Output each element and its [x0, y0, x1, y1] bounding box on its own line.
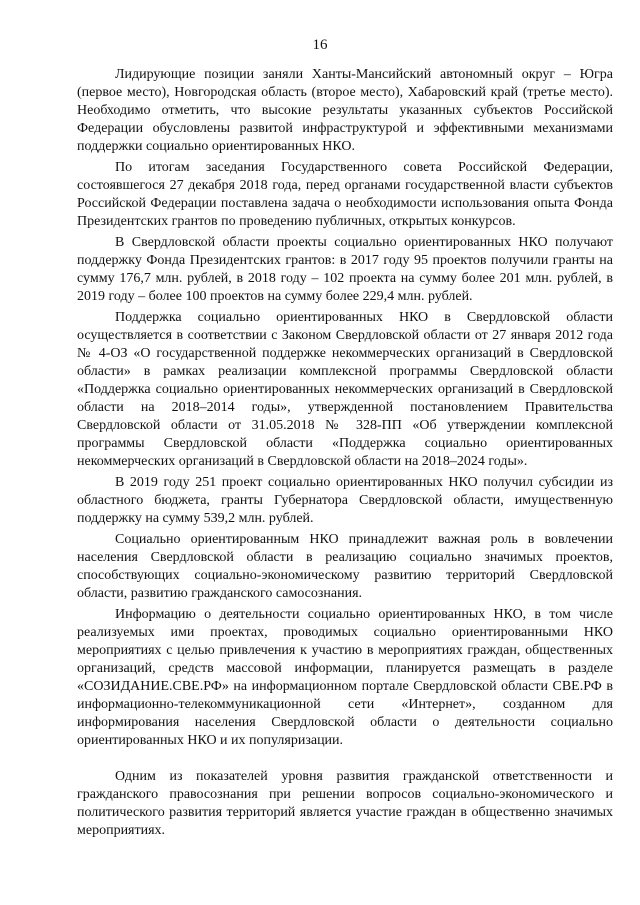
paragraph-civic-indicators: Одним из показателей уровня развития гражданской ответственности и гражданского правосознания при решении вопросов социально-экономического и политического развития территорий является участие граждан в общественно значимых мероприятиях.: [77, 769, 613, 838]
paragraph-subsidies-2019: В 2019 году 251 проект социально ориентированных НКО получил субсидии из областного бюджета, гранты Губернатора Свердловской области, имущественную поддержку на сумму 539,2 млн. рублей.: [77, 475, 613, 526]
paragraph-regional-law: Поддержка социально ориентированных НКО в Свердловской области осуществляется в соответствии с Законом Свердловской области от 27 января 2012 года № 4-ОЗ «О государственной поддержке некоммерческих организаций в Свердловской области» в рамках реализации комплексной программы Свердловской области «Поддержка социально ориентированных некоммерческих организаций в Свердловской области на 2018–2014 годы», утвержденной постановлением Правительства Свердловской области от 31.05.2018 № 328-ПП «Об утверждении комплексной программы Свердловской области «Поддержка социально ориентированных некоммерческих организаций в Свердловской области на 2018–2024 годы».: [77, 310, 613, 469]
paragraph-information-portal: Информацию о деятельности социально ориентированных НКО, в том числе реализуемых ими проектах, проводимых социально ориентированными НКО мероприятиях с целью привлечения к участию в мероприятиях граждан, общественных организаций, средств массовой информации, планируется размещать в разделе «СОЗИДАНИЕ.СВЕ.РФ» на информационном портале Свердловской области СВЕ.РФ в информационно-телекоммуникационной сети «Интернет», созданном для информирования населения Свердловской области о деятельности социально ориентированных НКО и их популяризации.: [77, 607, 613, 748]
document-body: [77, 66, 613, 840]
paragraph-nko-role: Социально ориентированным НКО принадлежит важная роль в вовлечении населения Свердловской области в реализацию социально значимых проектов, способствующих социально-экономическому развитию территорий Свердловской области, развитию гражданского самосознания.: [77, 532, 613, 601]
paragraph-leading-regions: Лидирующие позиции заняли Ханты-Мансийский автономный округ – Югра (первое место), Новгородская область (второе место), Хабаровский край (третье место). Необходимо отметить, что высокие результаты указанных субъектов Российской Федерации обусловлены развитой инфраструктурой и эффективными механизмами поддержки социально ориентированных НКО.: [77, 67, 613, 154]
paragraph-state-council: По итогам заседания Государственного совета Российской Федерации, состоявшегося 27 декабря 2018 года, перед органами государственной власти субъектов Российской Федерации поставлена задача о необходимости использования опыта Фонда Президентских грантов по проведению публичных, открытых конкурсов.: [77, 160, 613, 229]
paragraph-presidential-grants: В Свердловской области проекты социально ориентированных НКО получают поддержку Фонда Президентских грантов: в 2017 году 95 проектов получили гранты на сумму 176,7 млн. рублей, в 2018 году – 102 проекта на сумму более 201 млн. рублей, в 2019 году – более 100 проектов на сумму более 229,4 млн. рублей.: [77, 235, 613, 304]
page-number: 16: [312, 37, 328, 53]
